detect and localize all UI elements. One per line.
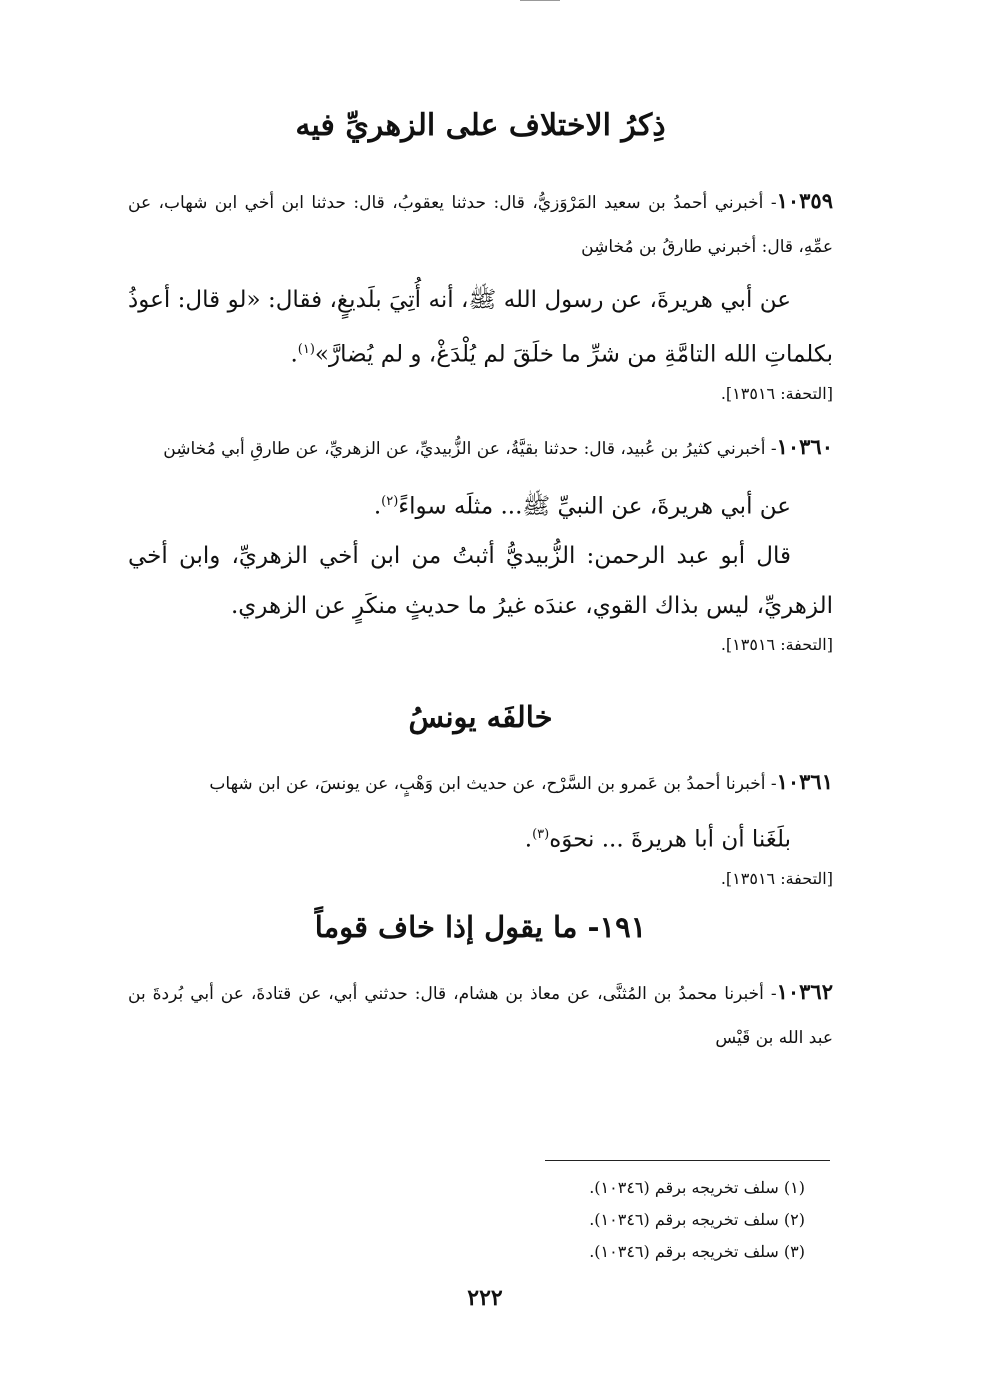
- hadith-number: ١٠٣٦٠: [776, 433, 833, 459]
- matn-text: عن أبي هريرةَ، عن رسول الله ﷺ، أنه أُتِيَ بلَديغٍ، فقال: «لو قال: أعوذُ بكلماتِ الله التامَّةِ من شرِّ ما خلَقَ لم يُلْدَغْ، و لم يُضارَّ»: [128, 287, 833, 368]
- hadith-1362-chain: [128, 970, 833, 1060]
- hadith-1361-text: بلَغَنا أن أبا هريرةَ ... نحوَه$^{(٣)}$.: [524, 826, 791, 853]
- hadith-number: ١٠٣٦١: [776, 769, 833, 795]
- matn-text: بلَغَنا أن أبا هريرةَ ... نحوَه: [549, 826, 791, 853]
- chapter-heading-191: ١٩١- ما يقول إذا خاف قوماً: [314, 909, 647, 944]
- hadith-number: ١٠٣٦٢: [776, 978, 833, 1004]
- isnad-text: - أخبرني كثيرُ بن عُبيد، قال: حدثنا بقيَّةُ، عن الزُّبيديِّ، عن الزهريِّ، عن طارقِ أبي مُخاشِن: [163, 438, 777, 459]
- footnote-ref: (٣): [532, 827, 550, 843]
- footnotes: [545, 1172, 805, 1268]
- hadith-1359-text: عن أبي هريرةَ، عن رسول الله ﷺ، أنه أُتِيَ بلَديغٍ، فقال: «لو قال: أعوذُ بكلماتِ الله التامَّةِ من شرِّ ما خلَقَ لم يُلْدَغْ، و لم يُضارَّ»$^{(١)}$.: [128, 287, 833, 368]
- footnote-3: (٣) سلف تخريجه برقم (١٠٣٤٦).: [589, 1242, 805, 1261]
- isnad-text: - أخبرني أحمدُ بن سعيد المَرْوَزيُّ، قال: حدثنا يعقوبُ، قال: حدثنا ابن أخي ابن شهاب، عن عمِّهِ، قال: أخبرني طارقُ بن مُخاشِن: [128, 193, 833, 257]
- author-note: قال أبو عبد الرحمن: الزُّبيديُّ أثبتُ من ابن أخي الزهريِّ، وابن أخي الزهريِّ، ليس بذاك القوي، عندَه غيرُ ما حديثٍ منكَرٍ عن الزهري.: [128, 543, 833, 620]
- page-number: ٢٢٢: [467, 1285, 503, 1311]
- footnote-divider: [545, 1160, 830, 1161]
- footnote-1: (١) سلف تخريجه برقم (١٠٣٤٦).: [589, 1178, 805, 1197]
- page-body: [128, 100, 833, 1060]
- hadith-1359-chain: [128, 179, 833, 269]
- section-heading-ikhtilaf: ذِكرُ الاختلاف على الزهريِّ فيه: [295, 108, 666, 143]
- hadith-1360-text: عن أبي هريرةَ، عن النبيِّ ﷺ... مثلَه سواءً$^{(٢)}$.: [373, 493, 791, 520]
- isnad-text: - أخبرنا أحمدُ بن عَمرو بن السَّرْح، عن حديث ابن وَهْبٍ، عن يونسَ، عن ابن شهاب: [209, 774, 777, 795]
- hadith-1361-chain: [128, 760, 833, 806]
- footnote-ref: (٢): [381, 493, 399, 509]
- tuhfa-ref: [التحفة: ١٣٥١٦].: [720, 383, 833, 403]
- tuhfa-ref: [التحفة: ١٣٥١٦].: [720, 635, 833, 655]
- hadith-number: ١٠٣٥٩: [776, 188, 833, 213]
- isnad-text: - أخبرنا محمدُ بن المُثنَّى، عن معاذ بن هشام، قال: حدثني أبي، عن قتادةَ، عن أبي بُردةَ بن عبد الله بن قَيْس: [128, 983, 833, 1048]
- tuhfa-ref: [التحفة: ١٣٥١٦].: [720, 868, 833, 888]
- matn-text: عن أبي هريرةَ، عن النبيِّ ﷺ... مثلَه سواءً: [398, 493, 791, 520]
- footnote-2: (٢) سلف تخريجه برقم (١٠٣٤٦).: [589, 1210, 805, 1229]
- hadith-1360-chain: [128, 425, 833, 471]
- top-mark: [520, 0, 560, 5]
- footnote-ref: (١): [297, 342, 315, 357]
- section-heading-khalafahu: خالفَه يونسُ: [408, 700, 553, 735]
